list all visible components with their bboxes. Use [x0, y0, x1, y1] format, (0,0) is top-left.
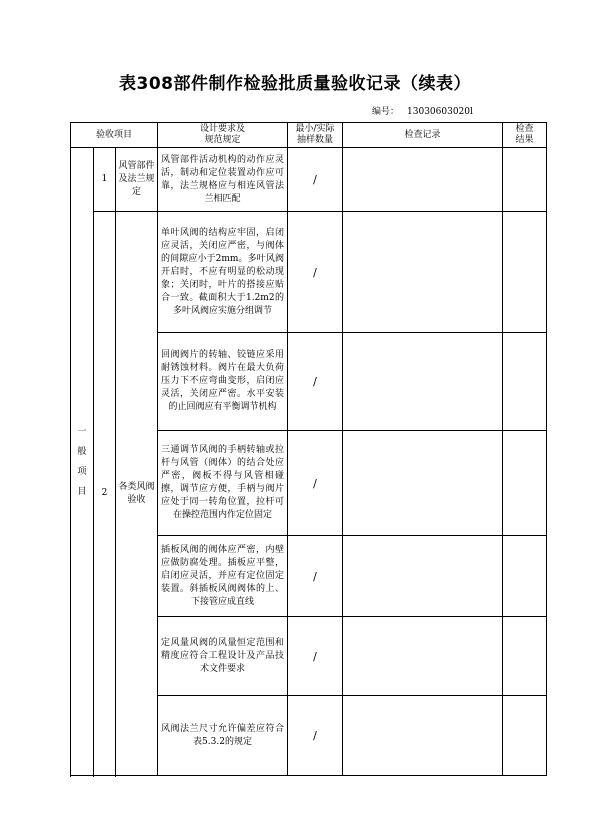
- row-result[interactable]: [503, 212, 547, 333]
- row-requirement: 单叶风阀的结构应牢固，启闭应灵活，关闭应严密，与阀体的间隙应小于2mm。多叶风阀开启时，不应有明显的松动现象；关闭时，叶片的搭接应贴合一致。截面积大于1.2m2的多叶风阀应实施分组调节: [158, 212, 288, 333]
- header-design-req: 设计要求及 规范规定: [158, 123, 288, 148]
- row-requirement: 风阀法兰尺寸允许偏差应符合表5.3.2的规定: [158, 696, 288, 776]
- header-row: [71, 123, 547, 148]
- row-item: 各类风阀 验收: [116, 212, 158, 776]
- row-record[interactable]: [343, 333, 503, 431]
- row-record[interactable]: [343, 617, 503, 696]
- row-requirement: 风管部件活动机构的动作应灵活，制动和定位装置动作应可靠，法兰规格应与相连风管法兰相匹配: [158, 148, 288, 212]
- header-result: 检查 结果: [503, 123, 547, 148]
- table-row: [71, 148, 547, 212]
- row-result[interactable]: [503, 333, 547, 431]
- row-result[interactable]: [503, 431, 547, 536]
- header-item: 验收项目: [71, 123, 158, 148]
- row-result[interactable]: [503, 148, 547, 212]
- header-record: 检查记录: [343, 123, 503, 148]
- table-row: [71, 212, 547, 333]
- row-item: 风管部件 及法兰规 定: [116, 148, 158, 212]
- row-requirement: 回阀阀片的转轴、铰链应采用耐锈蚀材料。阀片在最大负荷压力下不应弯曲变形，启闭应灵活，关闭应严密。水平安装的止回阀应有平衡调节机构: [158, 333, 288, 431]
- row-record[interactable]: [343, 536, 503, 617]
- row-sample: /: [288, 333, 343, 431]
- row-record[interactable]: [343, 696, 503, 776]
- row-result[interactable]: [503, 696, 547, 776]
- row-sample: /: [288, 431, 343, 536]
- row-sample: /: [288, 212, 343, 333]
- row-number: 2: [94, 212, 116, 776]
- inspection-table: [70, 122, 547, 776]
- record-code: [372, 104, 481, 117]
- header-min-sample: 最小/实际 抽样数量: [288, 123, 343, 148]
- row-requirement: 插板风阀的阀体应严密，内壁应做防腐处理。插板应平整，启闭应灵活，并应有定位固定装置。斜插板风阀阀体的上、下接管应成直线: [158, 536, 288, 617]
- page-title: 表308部件制作检验批质量验收记录（续表）: [119, 74, 471, 94]
- row-requirement: 定风量风阀的风量恒定范围和精度应符合工程设计及产品技术文件要求: [158, 617, 288, 696]
- category-general: 一 般 项 目: [71, 148, 94, 776]
- code-label: 编号：: [372, 107, 400, 117]
- row-requirement: 三通调节风阀的手柄转轴或拉杆与风管（阀体）的结合处应严密，阀板不得与风管相碰擦，调节应方便，手柄与阀片应处于同一转角位置，拉杆可在操控范围内作定位固定: [158, 431, 288, 536]
- row-sample: /: [288, 148, 343, 212]
- row-number: 1: [94, 148, 116, 212]
- row-sample: /: [288, 617, 343, 696]
- row-record[interactable]: [343, 212, 503, 333]
- row-sample: /: [288, 696, 343, 776]
- row-sample: /: [288, 536, 343, 617]
- row-record[interactable]: [343, 431, 503, 536]
- row-record[interactable]: [343, 148, 503, 212]
- code-value: 13030603020l: [407, 107, 473, 117]
- row-result[interactable]: [503, 536, 547, 617]
- row-result[interactable]: [503, 617, 547, 696]
